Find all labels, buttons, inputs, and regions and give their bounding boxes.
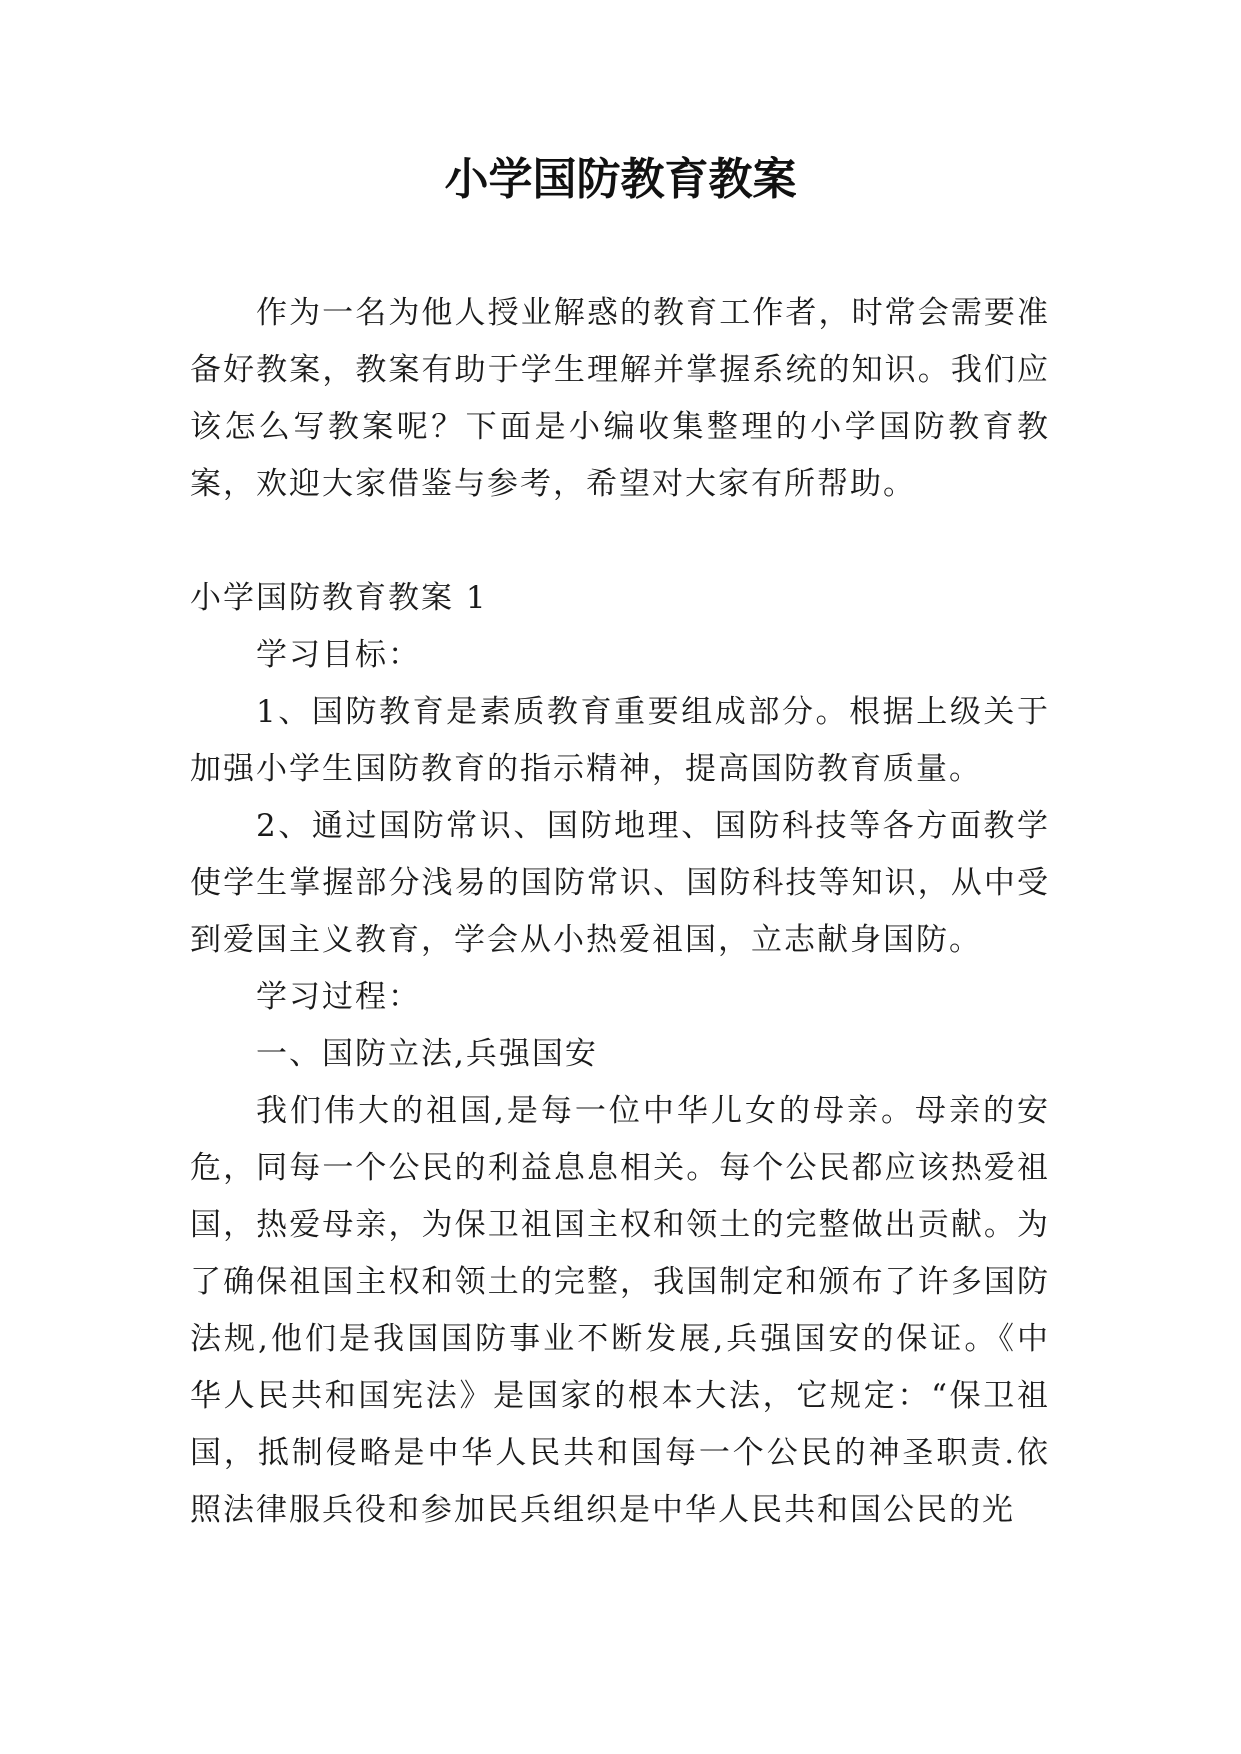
intro-paragraph: 作为一名为他人授业解惑的教育工作者，时常会需要准备好教案，教案有助于学生理解并掌握系统的知识。我们应该怎么写教案呢？下面是小编收集整理的小学国防教育教案，欢迎大家借鉴与参考，希望对大家有所帮助。 xyxy=(190,295,1050,502)
section-heading: 小学国防教育教案 1 xyxy=(190,580,488,616)
subsection-heading-1: 一、国防立法,兵强国安 xyxy=(256,1036,598,1072)
document-body xyxy=(190,285,1050,1539)
goal-item-2: 2、通过国防常识、国防地理、国防科技等各方面教学使学生掌握部分浅易的国防常识、国防科技等知识，从中受到爱国主义教育，学会从小热爱祖国，立志献身国防。 xyxy=(190,808,1050,958)
learning-process-heading: 学习过程： xyxy=(256,979,421,1015)
body-paragraph: 我们伟大的祖国,是每一位中华儿女的母亲。母亲的安危，同每一个公民的利益息息相关。每个公民都应该热爱祖国，热爱母亲，为保卫祖国主权和领土的完整做出贡献。为了确保祖国主权和领土的完整，我国制定和颁布了许多国防法规,他们是我国国防事业不断发展,兵强国安的保证。《中华人民共和国宪法》是国家的根本大法，它规定：“保卫祖国，抵制侵略是中华人民共和国每一个公民的神圣职责.依照法律服兵役和参加民兵组织是中华人民共和国公民的光 xyxy=(190,1093,1050,1528)
document-title: 小学国防教育教案 xyxy=(444,154,797,205)
learning-goals-heading: 学习目标： xyxy=(256,637,421,673)
goal-item-1: 1、国防教育是素质教育重要组成部分。根据上级关于加强小学生国防教育的指示精神，提高国防教育质量。 xyxy=(190,694,1050,787)
